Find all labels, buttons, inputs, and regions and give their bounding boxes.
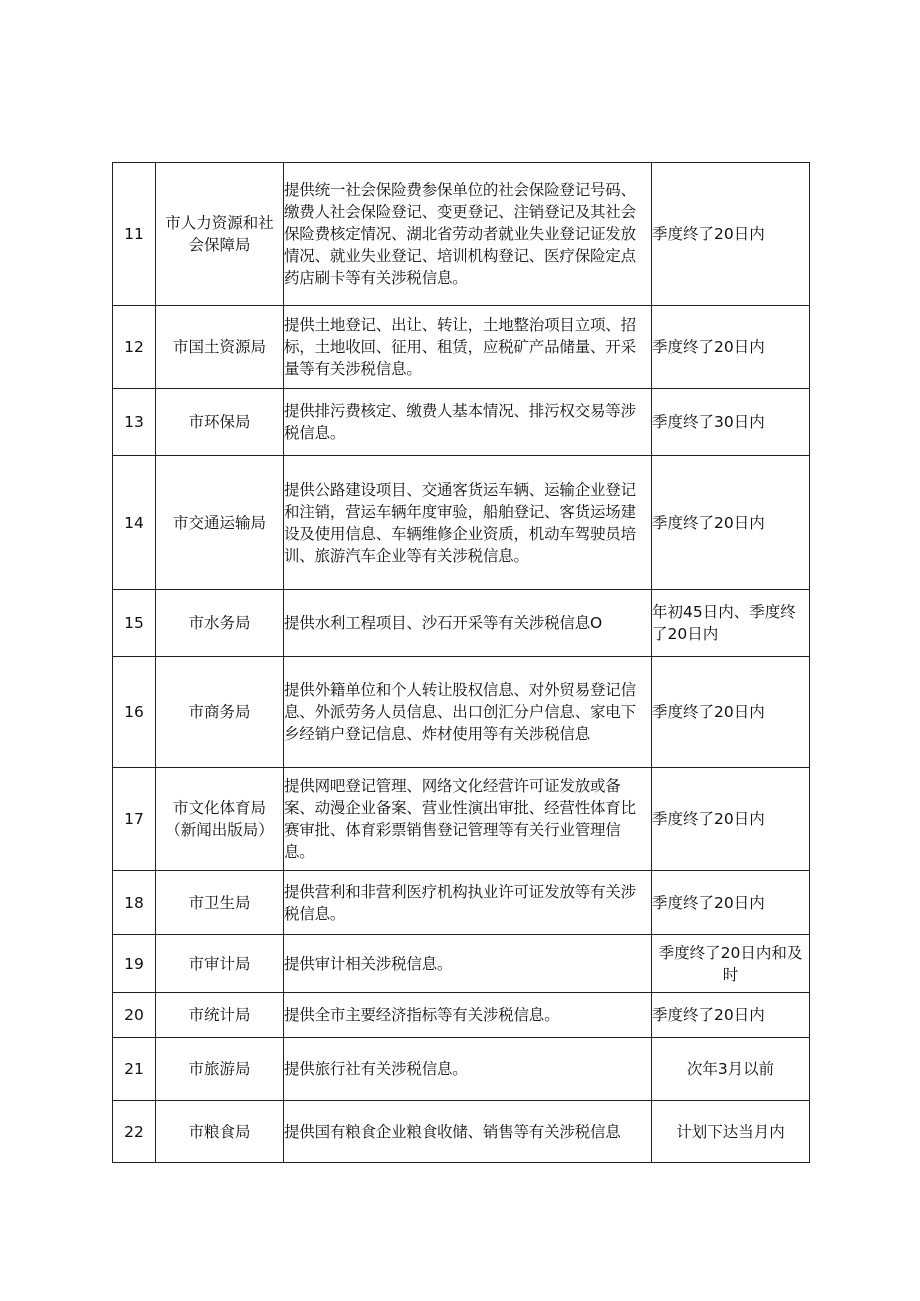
table-row [113,871,810,935]
row-number: 12 [113,306,156,389]
deadline-cell: 年初45日内、季度终了20日内 [652,590,810,657]
deadline-cell: 次年3月以前 [652,1038,810,1101]
department-cell [156,657,284,768]
content-cell: 提供审计相关涉税信息。 [284,935,652,993]
department-name: 市粮食局 [188,1122,251,1141]
table-row [113,768,810,871]
department-cell [156,456,284,590]
department-cell [156,993,284,1038]
table-row [113,1101,810,1163]
department-cell [156,163,284,306]
department-name: 会保障局 [188,236,251,254]
content-cell: 提供外籍单位和个人转让股权信息、对外贸易登记信息、外派劳务人员信息、出口创汇分户信息、家电下乡经销户登记信息、炸材使用等有关涉税信息 [284,657,652,768]
row-number: 16 [113,657,156,768]
department-name: （新闻出版局） [165,821,274,839]
department-name: 市环保局 [188,413,251,431]
department-name: 市卫生局 [188,893,251,912]
row-number: 19 [113,935,156,993]
row-number: 18 [113,871,156,935]
deadline-cell: 季度终了20日内 [652,993,810,1038]
department-name: 市商务局 [188,703,251,721]
deadline-cell: 季度终了20日内 [652,163,810,306]
department-cell [156,590,284,657]
department-cell [156,871,284,935]
department-cell [156,1101,284,1163]
row-number: 17 [113,768,156,871]
department-name: 市旅游局 [188,1060,251,1078]
content-cell: 提供旅行社有关涉税信息。 [284,1038,652,1101]
row-number: 22 [113,1101,156,1163]
deadline-cell: 季度终了20日内 [652,306,810,389]
content-cell: 提供公路建设项目、交通客货运车辆、运输企业登记和注销，营运车辆年度审验，船舶登记、客货运场建设及使用信息、车辆维修企业资质，机动车驾驶员培训、旅游汽车企业等有关涉税信息。 [284,456,652,590]
department-name: 市审计局 [188,954,251,973]
content-cell: 提供统一社会保险费参保单位的社会保险登记号码、缴费人社会保险登记、变更登记、注销登记及其社会保险费核定情况、湖北省劳动者就业失业登记证发放情况、就业失业登记、培训机构登记、医疗保险定点药店刷卡等有关涉税信息。 [284,163,652,306]
department-name: 市人力资源和社 [165,214,274,232]
department-name: 市水务局 [188,614,251,632]
content-cell: 提供营利和非营利医疗机构执业许可证发放等有关涉税信息。 [284,871,652,935]
department-cell [156,768,284,871]
department-name: 市交通运输局 [172,513,266,532]
table-row [113,590,810,657]
deadline-cell: 季度终了20日内 [652,871,810,935]
deadline-cell: 季度终了20日内和及时 [652,935,810,993]
row-number: 20 [113,993,156,1038]
deadline-cell: 季度终了20日内 [652,456,810,590]
row-number: 21 [113,1038,156,1101]
table-row [113,993,810,1038]
deadline-cell: 计划下达当月内 [652,1101,810,1163]
department-cell [156,935,284,993]
table-row [113,306,810,389]
table-row [113,456,810,590]
content-cell: 提供全市主要经济指标等有关涉税信息。 [284,993,652,1038]
row-number: 14 [113,456,156,590]
row-number: 15 [113,590,156,657]
department-cell [156,389,284,456]
info-table [112,162,810,1163]
deadline-cell: 季度终了20日内 [652,657,810,768]
department-name: 市文化体育局 [172,799,266,817]
deadline-cell: 季度终了20日内 [652,768,810,871]
department-cell [156,1038,284,1101]
content-cell: 提供土地登记、出让、转让，土地整治项目立项、招标，土地收回、征用、租赁，应税矿产品储量、开采量等有关涉税信息。 [284,306,652,389]
department-name: 市国土资源局 [172,338,266,356]
row-number: 11 [113,163,156,306]
row-number: 13 [113,389,156,456]
content-cell: 提供水利工程项目、沙石开采等有关涉税信息O [284,590,652,657]
content-cell: 提供排污费核定、缴费人基本情况、排污权交易等涉税信息。 [284,389,652,456]
deadline-cell: 季度终了30日内 [652,389,810,456]
table-row [113,935,810,993]
department-cell [156,306,284,389]
table-row [113,1038,810,1101]
table-row [113,163,810,306]
content-cell: 提供网吧登记管理、网络文化经营许可证发放或备案、动漫企业备案、营业性演出审批、经营性体育比赛审批、体育彩票销售登记管理等有关行业管理信息。 [284,768,652,871]
department-name: 市统计局 [188,1006,251,1024]
table-row [113,389,810,456]
table-row [113,657,810,768]
content-cell: 提供国有粮食企业粮食收储、销售等有关涉税信息 [284,1101,652,1163]
